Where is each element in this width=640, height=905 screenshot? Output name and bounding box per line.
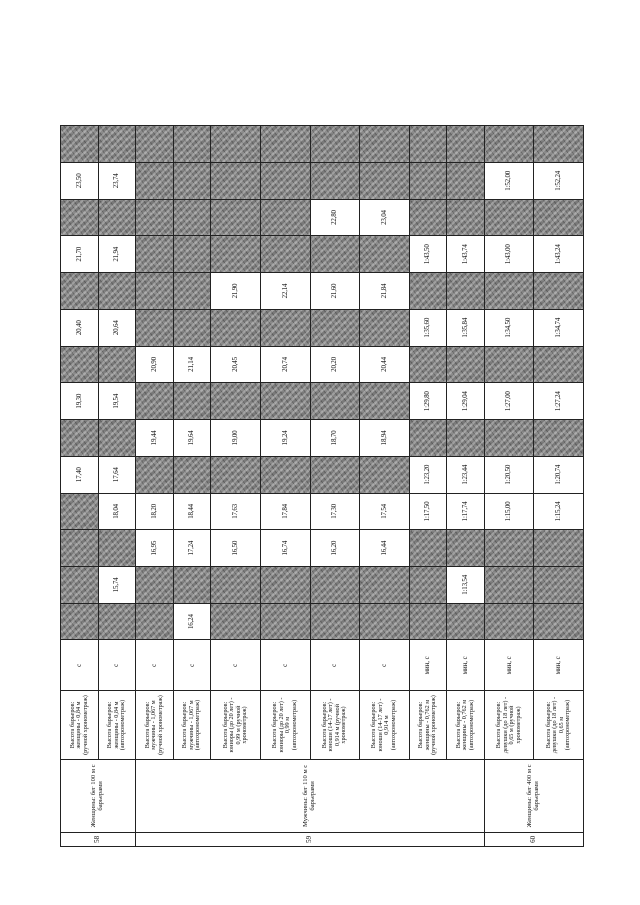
unit-cell: с — [136, 640, 174, 691]
redacted-cell — [534, 346, 584, 383]
value-cell: 18,04 — [98, 493, 136, 530]
redacted-cell — [360, 456, 410, 493]
hurdle-description-cell: Высота барьеров: девушки (до 18 лет) - 0,65 м (автохронометраж) — [534, 691, 584, 760]
redacted-cell — [534, 273, 584, 310]
redacted-cell — [447, 530, 485, 567]
unit-cell: мин, с — [484, 640, 534, 691]
value-cell: 1:23,44 — [447, 456, 485, 493]
hurdle-description-cell: Высота барьеров: мужчины - 1,067 м (ручной хронометраж) — [136, 691, 174, 760]
value-cell: 17,40 — [61, 456, 99, 493]
event-name-cell: Женщины: бег 100 м с барьерами — [61, 759, 136, 832]
value-cell: 17,24 — [173, 530, 211, 567]
event-name-cell: Женщины: бег 400 м с барьерами — [484, 759, 583, 832]
unit-cell: с — [61, 640, 99, 691]
redacted-cell — [534, 126, 584, 163]
value-cell: 1:15,00 — [484, 493, 534, 530]
value-cell: 19,44 — [136, 420, 174, 457]
unit-cell: с — [260, 640, 310, 691]
redacted-cell — [61, 346, 99, 383]
value-cell: 19,54 — [98, 383, 136, 420]
redacted-cell — [310, 456, 360, 493]
redacted-cell — [136, 309, 174, 346]
redacted-cell — [136, 162, 174, 199]
redacted-cell — [173, 567, 211, 604]
value-cell: 20,40 — [61, 309, 99, 346]
value-cell: 21,90 — [211, 273, 261, 310]
redacted-cell — [136, 567, 174, 604]
redacted-cell — [173, 309, 211, 346]
redacted-cell — [61, 420, 99, 457]
redacted-cell — [409, 530, 447, 567]
redacted-cell — [360, 309, 410, 346]
redacted-cell — [98, 199, 136, 236]
value-cell: 17,64 — [98, 456, 136, 493]
redacted-cell — [484, 273, 534, 310]
hurdle-description-cell: Высота барьеров: мужчины - 1,067 м (автохронометраж) — [173, 691, 211, 760]
document-sheet — [60, 125, 584, 847]
value-cell: 1:20,74 — [534, 456, 584, 493]
redacted-cell — [534, 420, 584, 457]
redacted-cell — [534, 567, 584, 604]
value-cell: 23,04 — [360, 199, 410, 236]
value-cell: 21,84 — [360, 273, 410, 310]
redacted-cell — [173, 162, 211, 199]
redacted-cell — [534, 530, 584, 567]
row-number-cell: 60 — [484, 832, 583, 846]
value-cell: 1:34,50 — [484, 309, 534, 346]
redacted-cell — [310, 126, 360, 163]
value-cell: 17,84 — [260, 493, 310, 530]
value-cell: 1:15,24 — [534, 493, 584, 530]
redacted-cell — [61, 530, 99, 567]
value-cell: 19,30 — [61, 383, 99, 420]
value-cell: 21,60 — [310, 273, 360, 310]
value-cell: 18,20 — [136, 493, 174, 530]
value-cell: 1:43,00 — [484, 236, 534, 273]
redacted-cell — [136, 126, 174, 163]
redacted-cell — [260, 309, 310, 346]
value-cell: 1:29,04 — [447, 383, 485, 420]
redacted-cell — [310, 567, 360, 604]
redacted-cell — [447, 126, 485, 163]
redacted-cell — [211, 309, 261, 346]
redacted-cell — [61, 603, 99, 640]
value-cell: 16,24 — [173, 603, 211, 640]
value-cell: 22,14 — [260, 273, 310, 310]
redacted-cell — [360, 162, 410, 199]
unit-cell: с — [211, 640, 261, 691]
value-cell: 21,94 — [98, 236, 136, 273]
table-row — [61, 126, 99, 847]
value-cell: 1:17,74 — [447, 493, 485, 530]
table-row — [360, 126, 410, 847]
value-cell: 1:27,24 — [534, 383, 584, 420]
table-row — [447, 126, 485, 847]
table-row — [260, 126, 310, 847]
redacted-cell — [98, 420, 136, 457]
redacted-cell — [173, 236, 211, 273]
redacted-cell — [260, 567, 310, 604]
redacted-cell — [409, 199, 447, 236]
redacted-cell — [484, 420, 534, 457]
unit-cell: с — [98, 640, 136, 691]
redacted-cell — [534, 603, 584, 640]
redacted-cell — [98, 273, 136, 310]
hurdle-description-cell: Высота барьеров: женщины - 0,84 м (автохронометраж) — [98, 691, 136, 760]
value-cell: 1:35,84 — [447, 309, 485, 346]
redacted-cell — [211, 603, 261, 640]
redacted-cell — [211, 567, 261, 604]
value-cell: 1:43,24 — [534, 236, 584, 273]
redacted-cell — [447, 162, 485, 199]
redacted-cell — [409, 162, 447, 199]
value-cell: 20,90 — [136, 346, 174, 383]
table-row — [409, 126, 447, 847]
redacted-cell — [447, 346, 485, 383]
redacted-cell — [211, 383, 261, 420]
table-row — [310, 126, 360, 847]
value-cell: 18,70 — [310, 420, 360, 457]
hurdle-description-cell: Высота барьеров: юноши (14-17 лет) - 0,914 м (ручной хронометраж) — [310, 691, 360, 760]
redacted-cell — [447, 273, 485, 310]
redacted-cell — [98, 530, 136, 567]
value-cell: 16,95 — [136, 530, 174, 567]
value-cell: 20,20 — [310, 346, 360, 383]
hurdle-description-cell: Высота барьеров: юноши (14-17 лет) - 0,914 м (автохронометраж) — [360, 691, 410, 760]
value-cell: 1:52,24 — [534, 162, 584, 199]
redacted-cell — [260, 236, 310, 273]
table-row — [98, 126, 136, 847]
redacted-cell — [310, 603, 360, 640]
redacted-cell — [360, 567, 410, 604]
redacted-cell — [136, 236, 174, 273]
value-cell: 22,80 — [310, 199, 360, 236]
redacted-cell — [211, 162, 261, 199]
event-name-cell: Мужчины: бег 110 м с барьерами — [136, 759, 485, 832]
value-cell: 1:27,00 — [484, 383, 534, 420]
redacted-cell — [173, 383, 211, 420]
table-row — [211, 126, 261, 847]
redacted-cell — [409, 346, 447, 383]
redacted-cell — [173, 126, 211, 163]
redacted-cell — [484, 567, 534, 604]
redacted-cell — [260, 603, 310, 640]
redacted-cell — [360, 383, 410, 420]
value-cell: 1:13,54 — [447, 567, 485, 604]
redacted-cell — [409, 603, 447, 640]
value-cell: 20,44 — [360, 346, 410, 383]
value-cell: 20,45 — [211, 346, 261, 383]
redacted-cell — [310, 309, 360, 346]
value-cell: 1:34,74 — [534, 309, 584, 346]
unit-cell: с — [173, 640, 211, 691]
value-cell: 16,20 — [310, 530, 360, 567]
redacted-cell — [360, 236, 410, 273]
value-cell: 21,14 — [173, 346, 211, 383]
redacted-cell — [409, 420, 447, 457]
standards-table — [60, 125, 584, 847]
redacted-cell — [173, 273, 211, 310]
unit-cell: мин, с — [534, 640, 584, 691]
redacted-cell — [173, 199, 211, 236]
redacted-cell — [447, 420, 485, 457]
hurdle-description-cell: Высота барьеров: юниоры (до 20 лет) - 0,99 м (ручной хронометраж) — [211, 691, 261, 760]
redacted-cell — [61, 493, 99, 530]
redacted-cell — [484, 530, 534, 567]
redacted-cell — [136, 603, 174, 640]
value-cell: 16,44 — [360, 530, 410, 567]
redacted-cell — [260, 126, 310, 163]
hurdle-description-cell: Высота барьеров: женщины - 0,84 м (ручной хронометраж) — [61, 691, 99, 760]
redacted-cell — [98, 126, 136, 163]
redacted-cell — [409, 567, 447, 604]
value-cell: 1:43,74 — [447, 236, 485, 273]
value-cell: 19,24 — [260, 420, 310, 457]
redacted-cell — [211, 199, 261, 236]
redacted-cell — [211, 456, 261, 493]
unit-cell: с — [360, 640, 410, 691]
value-cell: 23,50 — [61, 162, 99, 199]
value-cell: 21,70 — [61, 236, 99, 273]
value-cell: 19,00 — [211, 420, 261, 457]
value-cell: 17,63 — [211, 493, 261, 530]
redacted-cell — [61, 126, 99, 163]
unit-cell: мин, с — [409, 640, 447, 691]
value-cell: 23,74 — [98, 162, 136, 199]
redacted-cell — [447, 603, 485, 640]
value-cell: 1:17,50 — [409, 493, 447, 530]
redacted-cell — [173, 456, 211, 493]
hurdle-description-cell: Высота барьеров: юниоры (до 20 лет) - 0,99 м (автохронометраж) — [260, 691, 310, 760]
redacted-cell — [484, 346, 534, 383]
redacted-cell — [360, 126, 410, 163]
redacted-cell — [61, 567, 99, 604]
value-cell: 16,74 — [260, 530, 310, 567]
redacted-cell — [484, 126, 534, 163]
value-cell: 1:43,50 — [409, 236, 447, 273]
value-cell: 1:20,50 — [484, 456, 534, 493]
value-cell: 20,64 — [98, 309, 136, 346]
redacted-cell — [409, 273, 447, 310]
redacted-cell — [211, 126, 261, 163]
hurdle-description-cell: Высота барьеров: женщины - 0,762 м (автохронометраж) — [447, 691, 485, 760]
value-cell: 19,64 — [173, 420, 211, 457]
redacted-cell — [534, 199, 584, 236]
redacted-cell — [260, 456, 310, 493]
value-cell: 18,44 — [173, 493, 211, 530]
redacted-cell — [98, 603, 136, 640]
redacted-cell — [360, 603, 410, 640]
hurdle-description-cell: Высота барьеров: женщины - 0,762 м (ручной хронометраж) — [409, 691, 447, 760]
redacted-cell — [260, 162, 310, 199]
hurdle-description-cell: Высота барьеров: девушки (до 18 лет) - 0,65 м (ручной хронометраж) — [484, 691, 534, 760]
redacted-cell — [484, 199, 534, 236]
value-cell: 17,30 — [310, 493, 360, 530]
value-cell: 1:23,20 — [409, 456, 447, 493]
rotated-table-frame — [60, 125, 584, 847]
table-row — [136, 126, 174, 847]
unit-cell: мин, с — [447, 640, 485, 691]
redacted-cell — [409, 126, 447, 163]
unit-cell: с — [310, 640, 360, 691]
redacted-cell — [211, 236, 261, 273]
value-cell: 20,74 — [260, 346, 310, 383]
table-row — [173, 126, 211, 847]
redacted-cell — [260, 383, 310, 420]
value-cell: 16,50 — [211, 530, 261, 567]
table-row — [534, 126, 584, 847]
redacted-cell — [98, 346, 136, 383]
redacted-cell — [310, 162, 360, 199]
table-row — [484, 126, 534, 847]
redacted-cell — [136, 273, 174, 310]
value-cell: 17,54 — [360, 493, 410, 530]
redacted-cell — [260, 199, 310, 236]
redacted-cell — [310, 236, 360, 273]
redacted-cell — [61, 273, 99, 310]
redacted-cell — [136, 456, 174, 493]
redacted-cell — [447, 199, 485, 236]
redacted-cell — [136, 199, 174, 236]
redacted-cell — [136, 383, 174, 420]
redacted-cell — [310, 383, 360, 420]
redacted-cell — [61, 199, 99, 236]
redacted-cell — [484, 603, 534, 640]
value-cell: 18,94 — [360, 420, 410, 457]
value-cell: 1:35,60 — [409, 309, 447, 346]
row-number-cell: 58 — [61, 832, 136, 846]
value-cell: 1:29,80 — [409, 383, 447, 420]
row-number-cell: 59 — [136, 832, 485, 846]
value-cell: 1:52,00 — [484, 162, 534, 199]
value-cell: 15,74 — [98, 567, 136, 604]
